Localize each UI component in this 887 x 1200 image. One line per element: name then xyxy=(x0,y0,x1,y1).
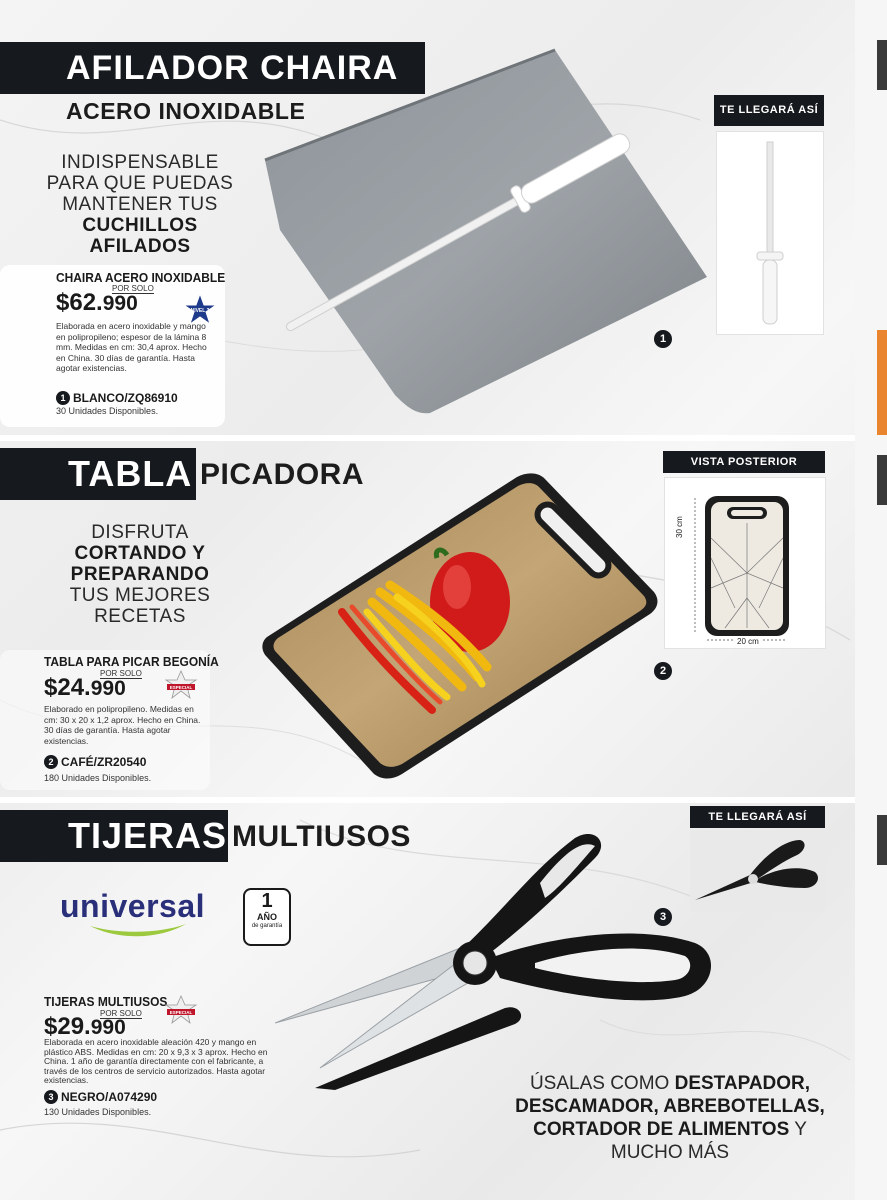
item-marker: 2 xyxy=(654,662,672,680)
product-description: Elaborado en polipropileno. Medidas en cm: 30 x 20 x 1,2 aprox. Hecho en China. 30 días de garantía. Hasta agotar existencias. xyxy=(44,704,201,746)
item-marker: 3 xyxy=(654,908,672,926)
section-subtitle: ACERO INOXIDABLE xyxy=(66,98,306,124)
edge-tab-orange xyxy=(877,330,887,435)
dimension-width: 20 cm xyxy=(737,637,759,646)
por-solo-label: POR SOLO xyxy=(100,669,142,678)
section-title: AFILADOR CHAIRA xyxy=(0,42,425,94)
cutting-board-product-image xyxy=(262,472,662,782)
product-name: CHAIRA ACERO INOXIDABLE xyxy=(56,270,226,285)
section-title-rest: PICADORA xyxy=(200,458,365,491)
section-divider xyxy=(0,797,855,803)
stock-count: 30 Unidades Disponibles. xyxy=(56,406,159,416)
usage-text: ÚSALAS COMO DESTAPADOR, DESCAMADOR, ABREBOTELLAS, CORTADOR DE ALIMENTOS Y MUCHO MÁS xyxy=(515,1073,825,1163)
svg-text:NIVEL 3: NIVEL 3 xyxy=(190,308,210,314)
section-tagline: DISFRUTA CORTANDO Y PREPARANDO TUS MEJORES RECETAS xyxy=(69,522,211,627)
delivery-preview xyxy=(690,830,825,912)
brand-swoosh-icon xyxy=(88,922,188,940)
svg-text:ESPECIAL: ESPECIAL xyxy=(169,1010,193,1015)
price: $62.990 xyxy=(56,289,138,316)
ref-label: TE LLEGARÁ ASÍ xyxy=(714,95,824,126)
dimension-height: 30 cm xyxy=(675,516,684,538)
special-star-icon xyxy=(164,995,198,1025)
section-title-rest: MULTIUSOS xyxy=(232,820,411,853)
edge-tab xyxy=(877,40,887,90)
product-code: 1 BLANCO/ZQ86910 xyxy=(56,391,178,405)
por-solo-label: POR SOLO xyxy=(112,284,154,293)
price: $24.990 xyxy=(44,674,126,701)
product-name: TIJERAS MULTIUSOS xyxy=(44,994,168,1009)
product-description: Elaborada en acero inoxidable aleación 420 y mango en plástico ABS. Medidas en cm: 20 x 9,3 x 3 aprox. Hecho en China. 1 año de garantía directamente con el fabricante, a través de los centros de servicio autorizados. Hasta agotar existencias. xyxy=(44,1037,268,1085)
delivery-preview xyxy=(716,131,824,335)
section-title: TIJERAS xyxy=(0,810,228,862)
back-view-preview xyxy=(664,477,826,649)
board-back-icon xyxy=(665,478,825,648)
sharpener-product-image xyxy=(255,45,715,425)
scissors-preview-icon xyxy=(690,830,825,912)
edge-tab xyxy=(877,455,887,505)
special-star-icon xyxy=(164,670,198,700)
product-code: 2 CAFÉ/ZR20540 xyxy=(44,755,146,769)
por-solo-label: POR SOLO xyxy=(100,1009,142,1018)
stock-count: 130 Unidades Disponibles. xyxy=(44,1107,152,1117)
brand-logo: universal xyxy=(60,888,206,924)
product-code: 3 NEGRO/A074290 xyxy=(44,1090,157,1104)
sharpener-preview-icon xyxy=(717,132,823,334)
product-description: Elaborada en acero inoxidable y mango en polipropileno; espesor de la lámina 8 mm. Medidas en cm: 30,4 aprox. Hecho en China. 30 días de garantía. Hasta agotar existencias. xyxy=(56,321,207,373)
section-title: TABLA xyxy=(0,448,196,500)
stock-count: 180 Unidades Disponibles. xyxy=(44,773,152,783)
scissors-product-image xyxy=(275,828,720,1093)
section-divider xyxy=(0,435,855,441)
ref-label: TE LLEGARÁ ASÍ xyxy=(690,806,825,828)
ref-label: VISTA POSTERIOR xyxy=(663,451,825,473)
item-marker: 1 xyxy=(654,330,672,348)
section-tagline: INDISPENSABLE PARA QUE PUEDAS MANTENER TUS CUCHILLOS AFILADOS xyxy=(46,152,234,257)
product-name: TABLA PARA PICAR BEGONÍA xyxy=(44,654,219,669)
next-page-edge xyxy=(855,0,887,1200)
svg-text:ESPECIAL: ESPECIAL xyxy=(169,685,193,690)
warranty-badge: 1 AÑO de garantía xyxy=(243,888,291,946)
price: $29.990 xyxy=(44,1013,126,1040)
edge-tab xyxy=(877,815,887,865)
